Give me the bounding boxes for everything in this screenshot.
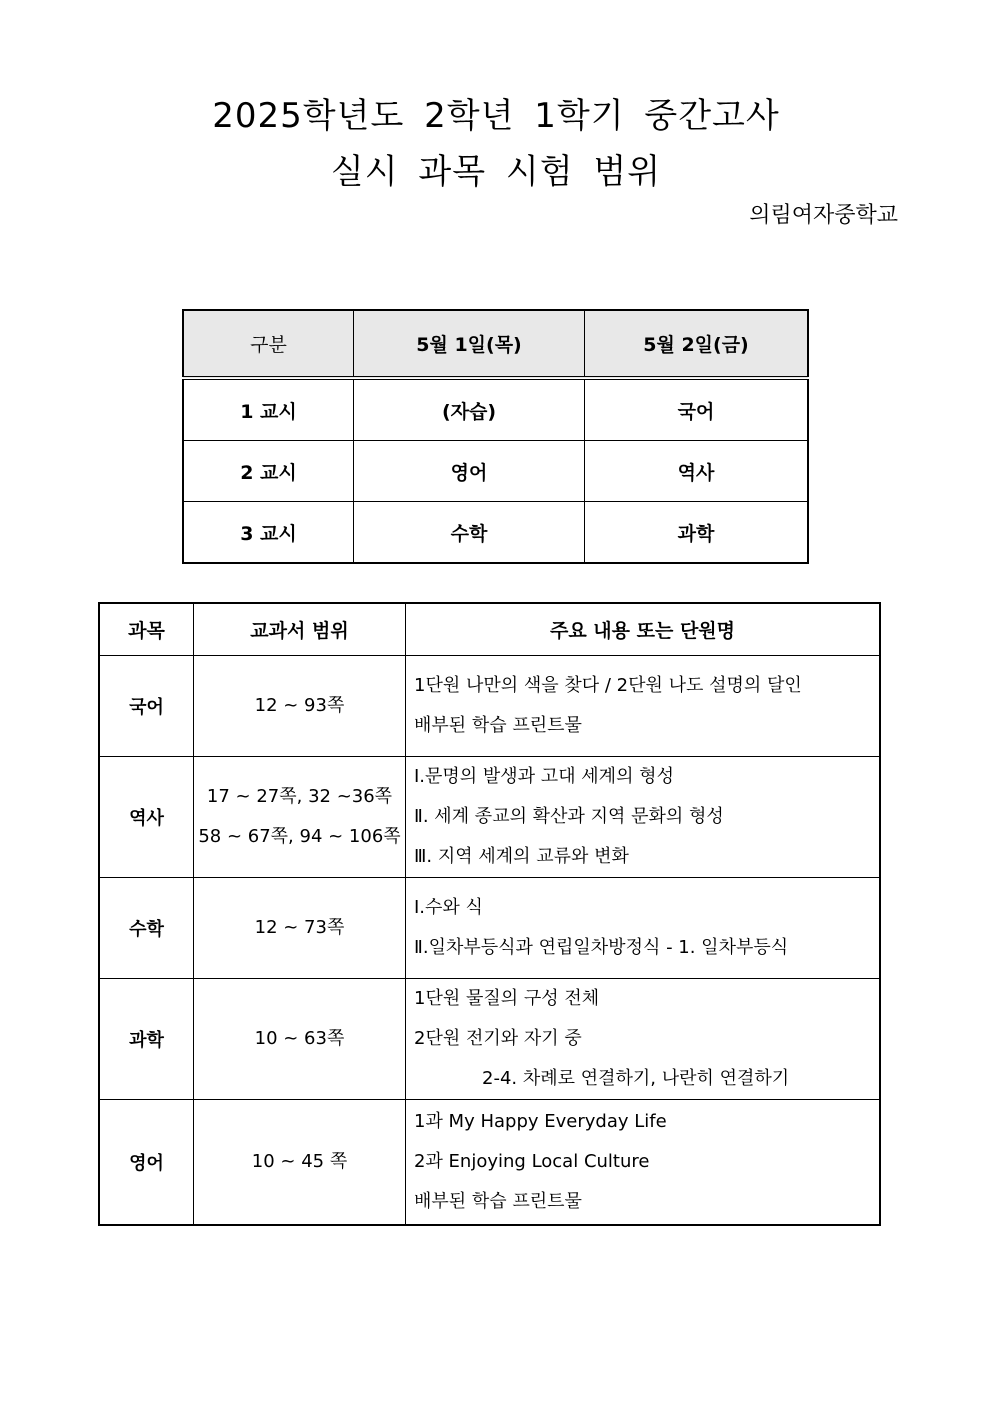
exam-range-table (98, 602, 881, 1226)
schedule-row (183, 378, 808, 441)
range-row-math (99, 878, 880, 979)
range-content-line: Ⅰ.문명의 발생과 고대 세계의 형성 (414, 766, 674, 787)
range-header-row (99, 603, 880, 656)
schedule-period: 2 교시 (183, 441, 354, 502)
range-pages (194, 1100, 406, 1226)
schedule-header-day1: 5월 1일(목) (354, 310, 585, 378)
range-subject: 영어 (99, 1100, 194, 1226)
range-row-english (99, 1100, 880, 1226)
range-header-subject: 과목 (99, 603, 194, 656)
schedule-header-row (183, 310, 808, 378)
range-content-line: 배부된 학습 프린트물 (414, 715, 582, 736)
range-header-content: 주요 내용 또는 단원명 (406, 603, 881, 656)
schedule-cell: 역사 (585, 441, 809, 502)
school-name: 의림여자중학교 (749, 203, 898, 228)
range-row-history (99, 757, 880, 878)
schedule-row (183, 441, 808, 502)
range-pages-line: 12 ~ 93쪽 (254, 695, 345, 716)
schedule-cell: 과학 (585, 502, 809, 564)
range-content-line: 1단원 나만의 색을 찾다 / 2단원 나도 설명의 달인 (414, 675, 802, 696)
range-pages-line: 10 ~ 63쪽 (254, 1028, 345, 1049)
schedule-period: 1 교시 (183, 378, 354, 441)
document-title: 2025학년도 2학년 1학기 중간고사 (212, 96, 780, 136)
range-row-science (99, 979, 880, 1100)
range-subject: 과학 (99, 979, 194, 1100)
range-pages-line: 17 ~ 27쪽, 32 ~36쪽 (206, 786, 393, 807)
range-content-line: 2-4. 차례로 연결하기, 나란히 연결하기 (482, 1068, 790, 1089)
schedule-cell: 국어 (585, 378, 809, 441)
schedule-period: 3 교시 (183, 502, 354, 564)
range-subject: 수학 (99, 878, 194, 979)
range-pages-line: 10 ~ 45 쪽 (251, 1151, 348, 1172)
range-pages (194, 979, 406, 1100)
document-subtitle: 실시 과목 시험 범위 (330, 152, 662, 192)
range-content (406, 757, 881, 878)
range-content (406, 878, 881, 979)
range-content (406, 979, 881, 1100)
range-content (406, 1100, 881, 1226)
range-content-line: Ⅰ.수와 식 (414, 897, 483, 918)
schedule-header-day2: 5월 2일(금) (585, 310, 809, 378)
range-row-korean (99, 656, 880, 757)
schedule-cell: (자습) (354, 378, 585, 441)
schedule-cell: 수학 (354, 502, 585, 564)
range-pages-line: 12 ~ 73쪽 (254, 917, 345, 938)
range-content-line: Ⅱ. 세계 종교의 확산과 지역 문화의 형성 (414, 806, 724, 827)
range-content-line: 2단원 전기와 자기 중 (414, 1028, 582, 1049)
range-content-line: 2과 Enjoying Local Culture (414, 1151, 650, 1172)
range-content-line: 1단원 물질의 구성 전체 (414, 988, 600, 1009)
exam-schedule-table (182, 309, 809, 564)
range-pages (194, 878, 406, 979)
range-content-line: 1과 My Happy Everyday Life (414, 1111, 667, 1132)
range-content-line: Ⅱ.일차부등식과 연립일차방정식 - 1. 일차부등식 (414, 937, 789, 958)
range-content-line: Ⅲ. 지역 세계의 교류와 변화 (414, 846, 629, 867)
range-subject: 국어 (99, 656, 194, 757)
schedule-header-division: 구분 (183, 310, 354, 378)
range-subject: 역사 (99, 757, 194, 878)
range-pages (194, 757, 406, 878)
schedule-cell: 영어 (354, 441, 585, 502)
schedule-row (183, 502, 808, 564)
range-pages-line: 58 ~ 67쪽, 94 ~ 106쪽 (198, 826, 401, 847)
range-pages (194, 656, 406, 757)
range-content-line: 배부된 학습 프린트물 (414, 1191, 582, 1212)
range-content (406, 656, 881, 757)
range-header-pages: 교과서 범위 (194, 603, 406, 656)
